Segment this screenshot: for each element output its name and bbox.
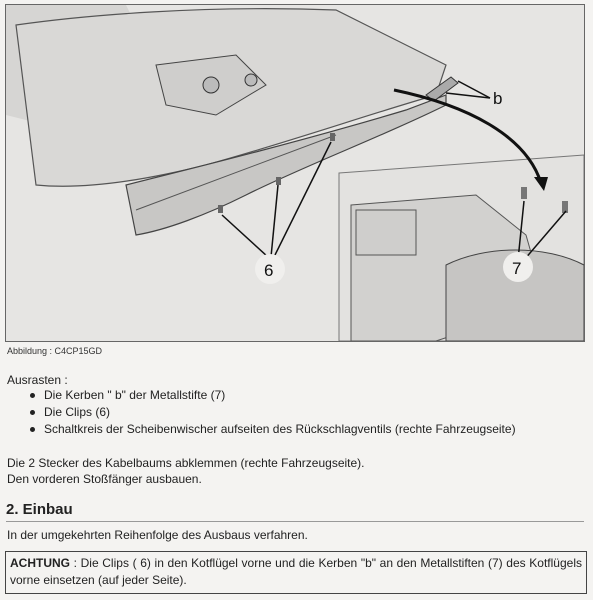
- removal-list: [30, 387, 516, 438]
- section-heading: 2. Einbau: [6, 501, 73, 518]
- removal-label: Ausrasten :: [7, 373, 68, 387]
- figure-illustration: [5, 4, 585, 342]
- list-item: Die Kerben " b" der Metallstifte (7): [30, 387, 516, 404]
- callout-6: 6: [264, 261, 274, 280]
- attention-label: ACHTUNG: [10, 556, 70, 570]
- list-item: Schaltkreis der Scheibenwischer aufseiten des Rückschlagventils (rechte Fahrzeugseite): [30, 421, 516, 438]
- callout-7: 7: [512, 259, 522, 278]
- list-item: Die Clips (6): [30, 404, 516, 421]
- heading-divider: [6, 521, 584, 522]
- attention-box: [5, 551, 587, 594]
- callout-b: b: [493, 89, 503, 108]
- bumper-drawing: [6, 5, 584, 341]
- figure-caption: Abbildung : C4CP15GD: [7, 346, 103, 356]
- removal-line-1: Die 2 Stecker des Kabelbaums abklemmen (rechte Fahrzeugseite).: [7, 456, 365, 470]
- attention-text: : Die Clips ( 6) in den Kotflügel vorne und die Kerben "b" an den Metallstiften (7) des Kotflügels vorne einsetzen (auf jeder Seite).: [10, 556, 582, 587]
- installation-text: In der umgekehrten Reihenfolge des Ausbaus verfahren.: [7, 528, 308, 542]
- removal-line-2: Den vorderen Stoßfänger ausbauen.: [7, 472, 202, 486]
